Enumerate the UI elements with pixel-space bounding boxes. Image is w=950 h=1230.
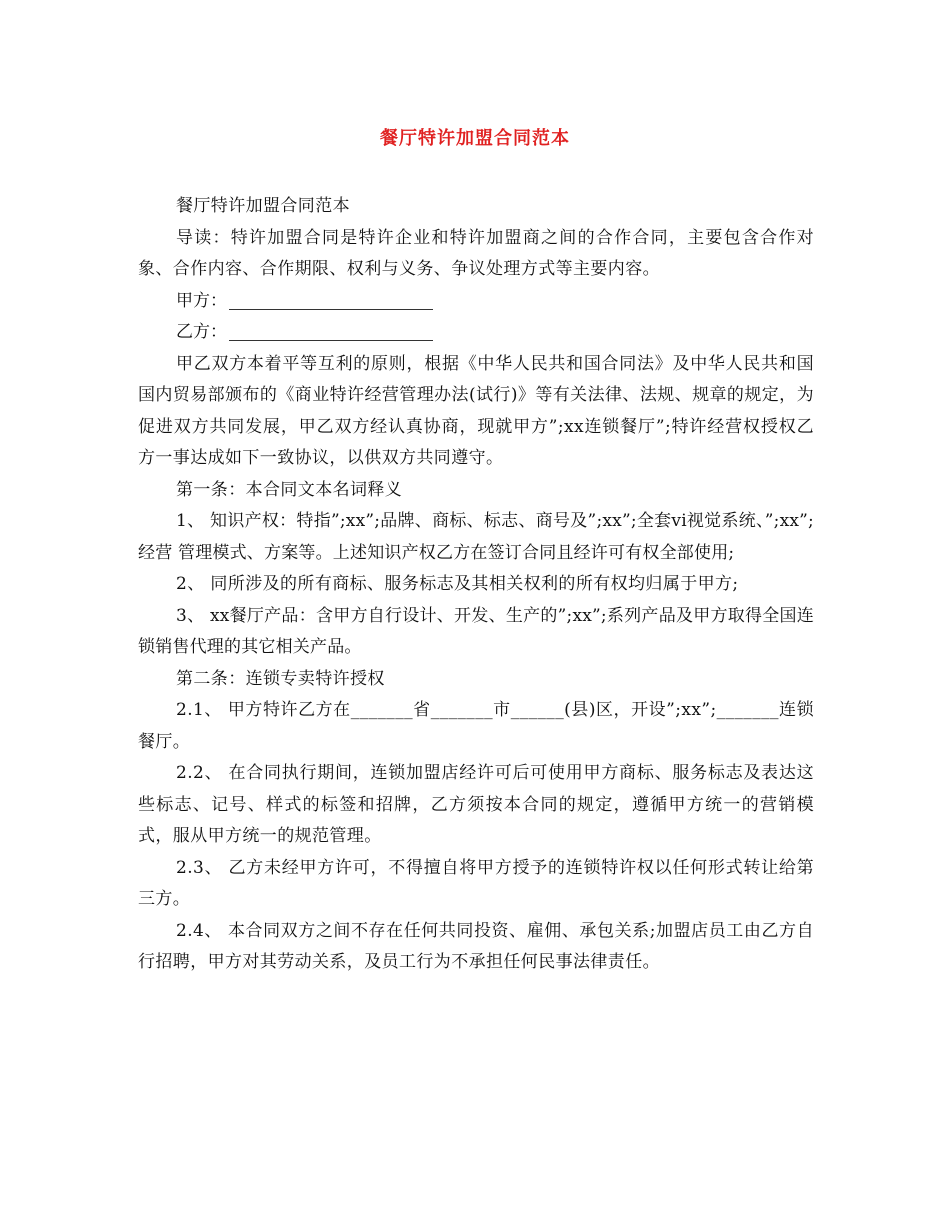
clause-2-3: 2.3、 乙方未经甲方许可，不得擅自将甲方授予的连锁特许权以任何形式转让给第三方。 [138, 857, 814, 909]
party-b-label: 乙方： [176, 322, 227, 342]
clause-1-2: 2、 同所涉及的所有商标、服务标志及其相关权利的所有权均归属于甲方; [176, 574, 739, 594]
document-title: 餐厅特许加盟合同范本 [380, 128, 570, 149]
party-b-blank [229, 320, 433, 341]
clause-1-3: 3、 xx餐厅产品：含甲方自行设计、开发、生产的”;xx”;系列产品及甲方取得全国连锁销售代理的其它相关产品。 [138, 605, 814, 657]
paragraph-intro: 导读：特许加盟合同是特许企业和特许加盟商之间的合作合同，主要包含合作对象、合作内容、合作期限、权利与义务、争议处理方式等主要内容。 [138, 227, 814, 279]
clause-2-2: 2.2、 在合同执行期间，连锁加盟店经许可后可使用甲方商标、服务标志及表达这些标志、记号、样式的标签和招牌，乙方须按本合同的规定，遵循甲方统一的营销模式，服从甲方统一的规范管理。 [138, 763, 814, 846]
paragraph-heading: 餐厅特许加盟合同范本 [176, 196, 350, 216]
paragraph-preamble: 甲乙双方本着平等互利的原则，根据《中华人民共和国合同法》及中华人民共和国国内贸易部颁布的《商业特许经营管理办法(试行)》等有关法律、法规、规章的规定，为促进双方共同发展，甲乙双方经认真协商，现就甲方”;xx连锁餐厅”;特许经营权授权乙方一事达成如下一致协议，以供双方共同遵守。 [138, 353, 814, 468]
clause-2-4: 2.4、 本合同双方之间不存在任何共同投资、雇佣、承包关系;加盟店员工由乙方自行招聘，甲方对其劳动关系，及员工行为不承担任何民事法律责任。 [138, 920, 814, 972]
party-b-line [138, 317, 814, 349]
party-a-line [138, 286, 814, 318]
clause-2-1: 2.1、 甲方特许乙方在_______省_______市______(县)区，开设”;xx”;_______连锁餐厅。 [138, 700, 814, 752]
article-2-heading: 第二条：连锁专卖特许授权 [176, 668, 385, 689]
clause-1-1: 1、 知识产权：特指”;xx”;品牌、商标、标志、商号及”;xx”;全套vi视觉系统、”;xx”; 经营 管理模式、方案等。上述知识产权乙方在签订合同且经许可有权全部使用; [138, 511, 814, 563]
article-1-heading: 第一条：本合同文本名词释义 [176, 479, 403, 500]
party-a-blank [229, 289, 433, 310]
document-body [138, 191, 814, 979]
party-a-label: 甲方： [176, 290, 227, 311]
